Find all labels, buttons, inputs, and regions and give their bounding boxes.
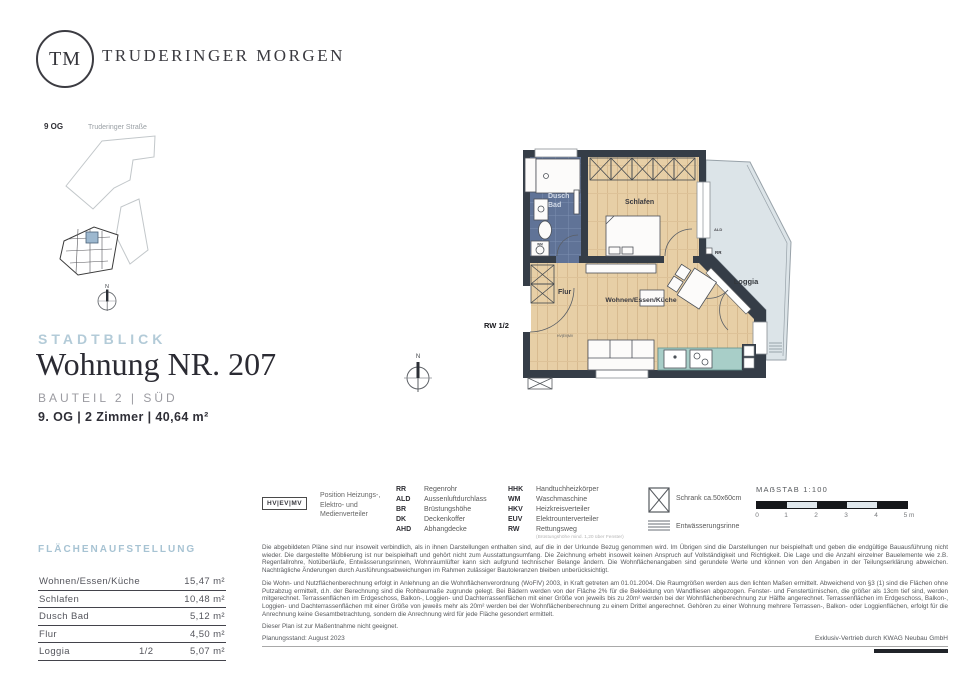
- logo-monogram: TM: [49, 47, 81, 70]
- area-table: [38, 573, 226, 661]
- table-row: Dusch Bad 5,12 m²: [38, 608, 226, 626]
- legal-paragraph-3: Dieser Plan ist zur Maßentnahme nicht geeignet.: [262, 623, 399, 631]
- scale-bar: [756, 501, 908, 509]
- bedroom-door-gap: [664, 256, 693, 263]
- site-building-cluster: [60, 227, 118, 275]
- drain-channel-icon: [648, 519, 670, 531]
- loggia-label: Loggia: [733, 277, 759, 286]
- legend: [262, 482, 948, 540]
- brand-name: TRUDERINGER MORGEN: [102, 46, 345, 65]
- sideboard: [586, 264, 656, 273]
- unit-subtitle: BAUTEIL 2 | SÜD: [38, 391, 178, 405]
- wm-label: WM: [537, 242, 543, 247]
- kitchen: [658, 344, 756, 370]
- towel-radiator: [574, 190, 579, 214]
- shaft-below: [528, 378, 552, 389]
- shaft: [525, 158, 536, 192]
- legend-abbreviations-col1: RR Regenrohr ALD Aussenluftdurchlass BR Brüstungshöhe DK Deckenkoffer AHD Abhangdecke: [396, 486, 487, 533]
- distribution-note: Exklusiv-Vertrieb durch KWAG Neubau GmbH: [814, 635, 948, 643]
- footer-accent-bar: [874, 649, 948, 653]
- scale-title: MAẞSTAB 1:100: [756, 485, 829, 494]
- sofa: [588, 340, 654, 370]
- site-street-label: Truderinger Straße: [88, 124, 147, 131]
- shower-tub: [536, 159, 580, 193]
- plan-compass-icon: [398, 350, 438, 400]
- site-highlighted-unit: [86, 232, 98, 243]
- table-row: Wohnen/Essen/Küche 15,47 m²: [38, 573, 226, 591]
- site-map: [36, 114, 206, 319]
- legal-paragraph-2: Die Wohn- und Nutzflächenberechnung erfolgt in Anlehnung an die Wohnflächenverordnung (WoFlV) 2003, in Kraft getreten am 01.01.2004. Die Raumgrößen werden aus den lichten Maßen ermittelt. Abweichend von §3 (1) sind die Flächen ohne Putzabzug ermittelt, d.h. der Berechnung sind die Rohbaumaße zugrunde gelegt. Bei Bädern werden von der Fläche 2% für die Bekleidung von Wandfliesen abgezogen. Fenster- und Fenstertürnischen, die größer als 13cm tief sind, werden mitgerechnet. Terrassenflächen im Erdgeschoss, Balkon-, Loggien- und Dachterrassenflächen mit einer Größe von jeweils bis zu 20m² werden bei der Wohnflächenberechnung zur Hälfte angerechnet. Terrassenflächen im Erdgeschoss, Balkon-, Loggien- und Dachterrassenflächen mit einer Größe von jeweils mehr als 20m² werden bei der Wohnflächenberechnung zu einem Drittel angerechnet. Gehören zu einer Wohnung mehrere Terrassen-, Balkon- oder Loggienflächen, erfolgt für die Anrechnung keine Gesamtbetrachtung, sondern die Anrechnung wird für jede Fläche gesondert ermittelt.: [262, 579, 948, 618]
- distributor-description: Position Heizungs-, Elektro- und Medienverteiler: [320, 492, 381, 518]
- sink: [534, 199, 548, 220]
- site-compass-icon: [98, 284, 116, 311]
- table-row: Schlafen 10,48 m²: [38, 591, 226, 609]
- svg-text:N: N: [415, 354, 421, 360]
- rr-label: RR: [715, 250, 722, 255]
- distributor-box: HV|EV|MV: [262, 497, 307, 510]
- footer-divider: [262, 646, 948, 647]
- unit-title: Wohnung NR. 207: [36, 346, 277, 382]
- unit-details: 9. OG | 2 Zimmer | 40,64 m²: [38, 410, 209, 424]
- scale-ticks: 0 1 2 3 4 5 m: [755, 512, 915, 519]
- bedroom-label: Schlafen: [625, 199, 655, 206]
- hob: [690, 350, 712, 368]
- rescue-note: (Brüstungshöhe mind. 1,20 über Fenster): [536, 535, 624, 540]
- ald-label: ALD: [714, 227, 723, 232]
- rescue-route-label: RW 1/2: [484, 321, 509, 330]
- bath-door-gap: [556, 256, 579, 263]
- drain-symbol-label: Entwässerungsrinne: [676, 523, 740, 530]
- crossed-box-icon: [648, 487, 670, 513]
- footer: [262, 635, 948, 642]
- area-table-title: FLÄCHENAUFSTELLUNG: [38, 544, 197, 555]
- project-name: STADTBLICK: [38, 331, 167, 347]
- rainpipe: [706, 248, 712, 254]
- cabinet-symbol-label: Schrank ca.50x60cm: [676, 495, 742, 502]
- table-row: Flur 4,50 m²: [38, 626, 226, 644]
- legal-text: [262, 544, 948, 653]
- bath-label: Dusch Bad: [548, 193, 570, 209]
- distributor-label: HV|EV|MV: [557, 334, 574, 338]
- living-label: Wohnen/Essen/Küche: [605, 297, 677, 304]
- table-row: Loggia 1/2 5,07 m²: [38, 643, 226, 661]
- planning-status: Planungsstand: August 2023: [262, 635, 345, 643]
- entrance-opening: [522, 286, 531, 332]
- bed: [606, 216, 660, 256]
- kitchen-sink: [664, 350, 686, 368]
- floor-plan: [478, 138, 813, 390]
- brand-logo: [36, 30, 94, 88]
- legend-abbreviations-col2: HHK Handtuchheizkörper WM Waschmaschine HKV Heizkreisverteiler EUV Elektrounterverteiler RW Rettungsweg (Brüstungshöhe mind. 1,20 über Fenster): [508, 486, 624, 540]
- hall-label: Flur: [558, 289, 572, 296]
- legal-paragraph-1: Die abgebildeten Pläne sind nur insoweit verbindlich, als in ihnen Darstellungen enthalten sind, auf die in der Urkunde Bezug genommen wird. Im Übrigen sind die Darstellungen nur beispielhaft und geben die endgültige Bauausführung nicht wieder. Die dargestellte Möblierung ist nur beispielhaft und gehört nicht zum Ausstattungsumfang. Die Zeichnung erhebt insoweit keinen Anspruch auf Vollständigkeit und Richtigkeit. Die Lage und die Anzahl einzelner Bauelemente wie z.B. Regenfallrohre, Notüberläufe, Entwässerungsrinnen, Wohnraumlüfter kann sich aufgrund technischer Belange ändern. Die Wohnflächenangaben sind gerundete Werte und können von den Angaben in der Teilungserklärung abweichen. Nachträgliche Änderungen durch Ausführungsabweichungen im Rahmen zulässiger Bautoleranzen bleiben unberücksichtigt.: [262, 544, 948, 575]
- site-floor-label: 9 OG: [44, 122, 64, 131]
- svg-text:N: N: [105, 284, 109, 290]
- wc: [539, 221, 552, 239]
